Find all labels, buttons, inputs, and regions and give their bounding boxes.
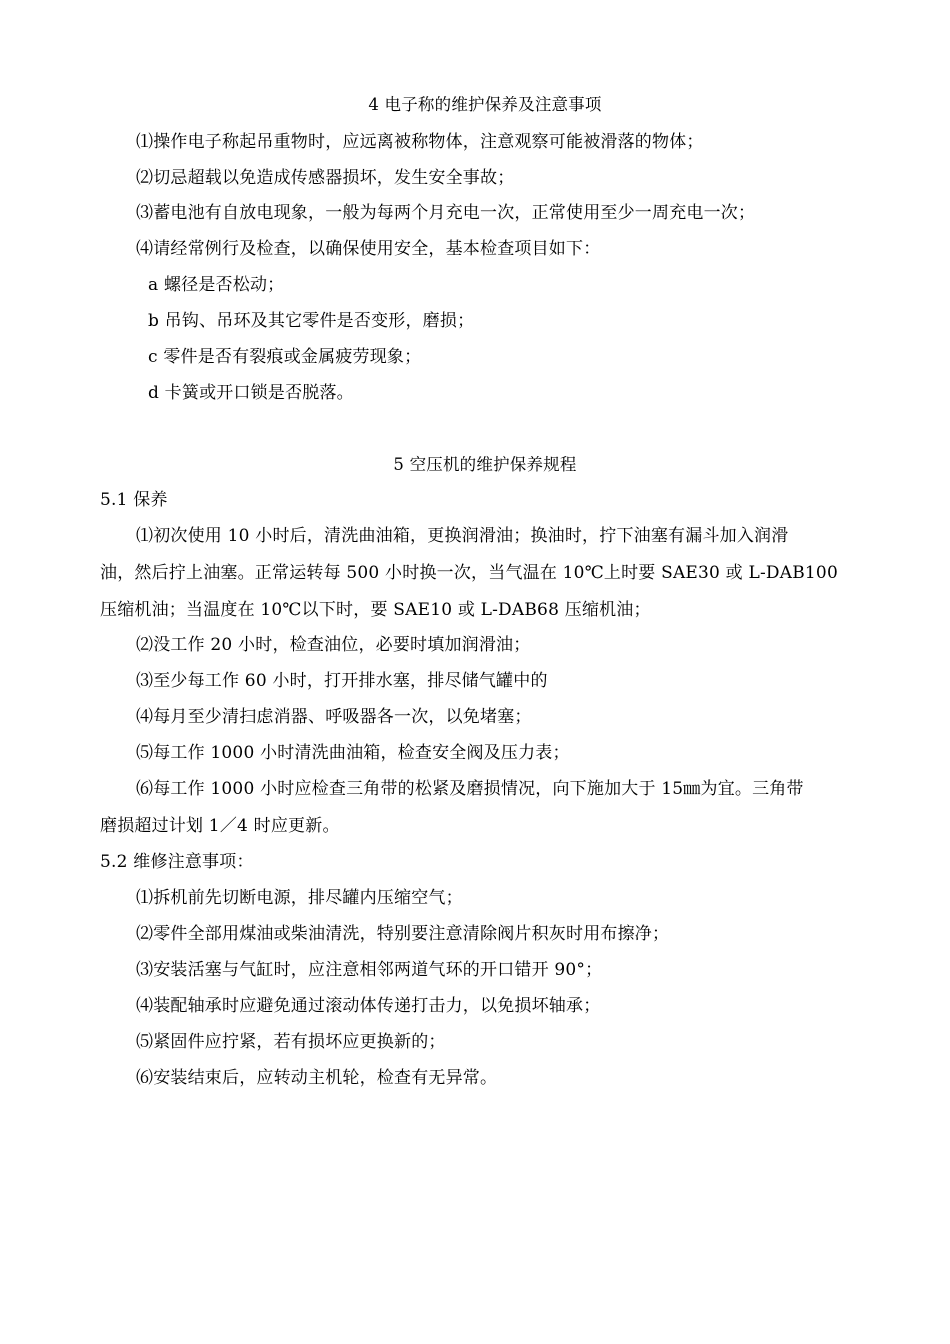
- section-4-item-1: ⑴操作电子称起吊重物时，应远离被称物体，注意观察可能被滑落的物体；: [136, 132, 704, 152]
- document-page: [100, 0, 870, 1344]
- maint-item-1-line-1: ⑴初次使用 10 小时后，清洗曲油箱，更换润滑油；换油时，拧下油塞有漏斗加入润滑: [136, 526, 789, 546]
- check-item-d: d 卡簧或开口锁是否脱落。: [148, 383, 354, 403]
- section-4-title: 4 电子称的维护保养及注意事项: [368, 95, 602, 114]
- maint-item-6-line-1: ⑹每工作 1000 小时应检查三角带的松紧及磨损情况，向下施加大于 15㎜为宜。三角带: [136, 779, 804, 799]
- maint-item-1-line-2: 油，然后拧上油塞。正常运转每 500 小时换一次，当气温在 10℃上时要 SAE30 或 L-DAB100: [100, 563, 838, 583]
- repair-item-2: ⑵零件全部用煤油或柴油清洗，特别要注意清除阀片积灰时用布擦净；: [136, 924, 670, 944]
- check-item-c: c 零件是否有裂痕或金属疲劳现象；: [148, 347, 422, 367]
- repair-item-6: ⑹安装结束后，应转动主机轮，检查有无异常。: [136, 1068, 498, 1088]
- maint-item-6-line-2: 磨损超过计划 1／4 时应更新。: [100, 816, 340, 836]
- subsection-5-1-heading: 5.1 保养: [100, 490, 168, 510]
- maint-item-3: ⑶至少每工作 60 小时，打开排水塞，排尽储气罐中的: [136, 671, 548, 691]
- section-5-title: 5 空压机的维护保养规程: [393, 455, 577, 474]
- repair-item-1: ⑴拆机前先切断电源，排尽罐内压缩空气；: [136, 888, 463, 908]
- repair-item-5: ⑸紧固件应拧紧，若有损坏应更换新的；: [136, 1032, 446, 1052]
- maint-item-4: ⑷每月至少清扫虑消器、呼吸器各一次，以免堵塞；: [136, 707, 532, 727]
- repair-item-4: ⑷装配轴承时应避免通过滚动体传递打击力，以免损坏轴承；: [136, 996, 601, 1016]
- check-item-b: b 吊钩、吊环及其它零件是否变形，磨损；: [148, 311, 475, 331]
- maint-item-2: ⑵没工作 20 小时，检查油位，必要时填加润滑油；: [136, 635, 531, 655]
- section-4-item-2: ⑵切忌超载以免造成传感器损坏，发生安全事故；: [136, 168, 515, 188]
- maint-item-5: ⑸每工作 1000 小时清洗曲油箱，检查安全阀及压力表；: [136, 743, 570, 763]
- repair-item-3: ⑶安装活塞与气缸时，应注意相邻两道气环的开口错开 90°；: [136, 960, 603, 980]
- subsection-5-2-heading: 5.2 维修注意事项：: [100, 852, 254, 872]
- maint-item-1-line-3: 压缩机油；当温度在 10℃以下时，要 SAE10 或 L-DAB68 压缩机油；: [100, 600, 651, 620]
- section-4-item-3: ⑶蓄电池有自放电现象，一般为每两个月充电一次，正常使用至少一周充电一次；: [136, 203, 756, 223]
- section-4-item-4: ⑷请经常例行及检查，以确保使用安全，基本检查项目如下：: [136, 239, 601, 259]
- check-item-a: a 螺径是否松动；: [148, 275, 285, 295]
